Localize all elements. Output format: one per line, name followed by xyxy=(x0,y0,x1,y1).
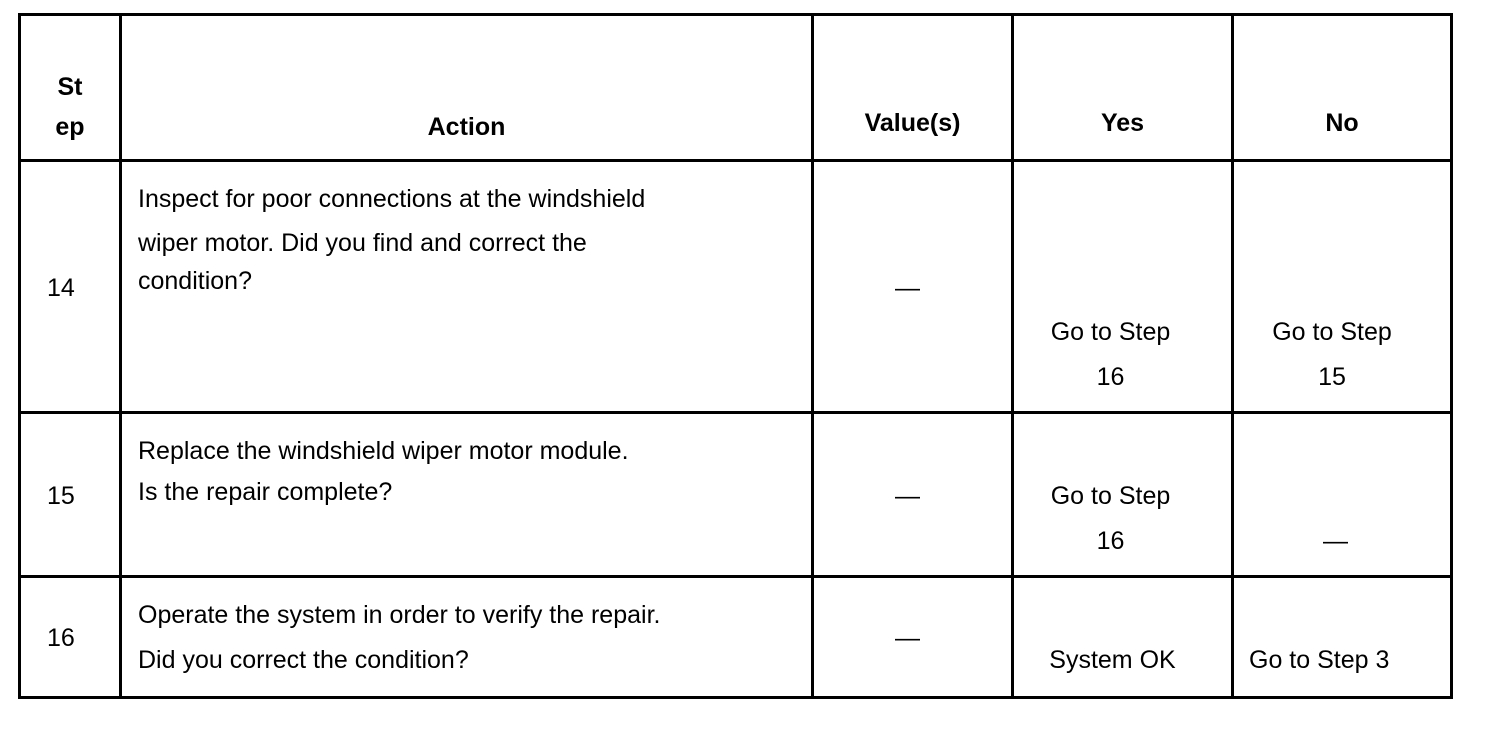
action-text-line: Did you correct the condition? xyxy=(138,646,469,674)
header-values: Value(s) xyxy=(864,109,961,137)
header-step xyxy=(21,115,119,140)
step-number: 14 xyxy=(47,274,75,302)
yes-action: Go to Step xyxy=(1050,318,1171,346)
action-text-line: Is the repair complete? xyxy=(138,478,393,506)
step-number: 15 xyxy=(47,482,75,510)
row-divider xyxy=(18,575,1453,578)
no-action: Go to Step xyxy=(1272,318,1392,346)
no-action: 15 xyxy=(1318,363,1346,391)
header-step-line: St xyxy=(57,73,83,101)
yes-action: 16 xyxy=(1096,527,1125,555)
table-border-bottom xyxy=(18,696,1453,699)
header-action: Action xyxy=(427,113,506,141)
action-text-line: Operate the system in order to verify the repair. xyxy=(138,601,661,629)
yes-action: System OK xyxy=(1049,646,1176,674)
table-border-top xyxy=(18,13,1453,16)
yes-action: 16 xyxy=(1096,363,1125,391)
action-text-line: Replace the windshield wiper motor module. xyxy=(138,437,629,465)
step-number: 16 xyxy=(47,624,75,652)
no-action: Go to Step 3 xyxy=(1249,646,1390,674)
yes-action: Go to Step xyxy=(1050,482,1171,510)
no-action: — xyxy=(1323,527,1348,555)
header-divider xyxy=(18,159,1453,162)
value-dash: — xyxy=(895,274,920,302)
header-no: No xyxy=(1325,109,1359,137)
value-dash: — xyxy=(895,482,920,510)
value-dash: — xyxy=(895,624,920,652)
header-yes: Yes xyxy=(1100,109,1145,137)
diagnostic-table xyxy=(18,13,1453,699)
action-text-line: Inspect for poor connections at the windshield xyxy=(138,185,646,213)
header-step xyxy=(21,75,119,100)
action-text-line: wiper motor. Did you find and correct the xyxy=(138,229,587,257)
action-text-line: condition? xyxy=(138,267,252,295)
row-divider xyxy=(18,411,1453,414)
header-step-line: ep xyxy=(55,113,85,141)
column-divider xyxy=(1450,13,1453,699)
